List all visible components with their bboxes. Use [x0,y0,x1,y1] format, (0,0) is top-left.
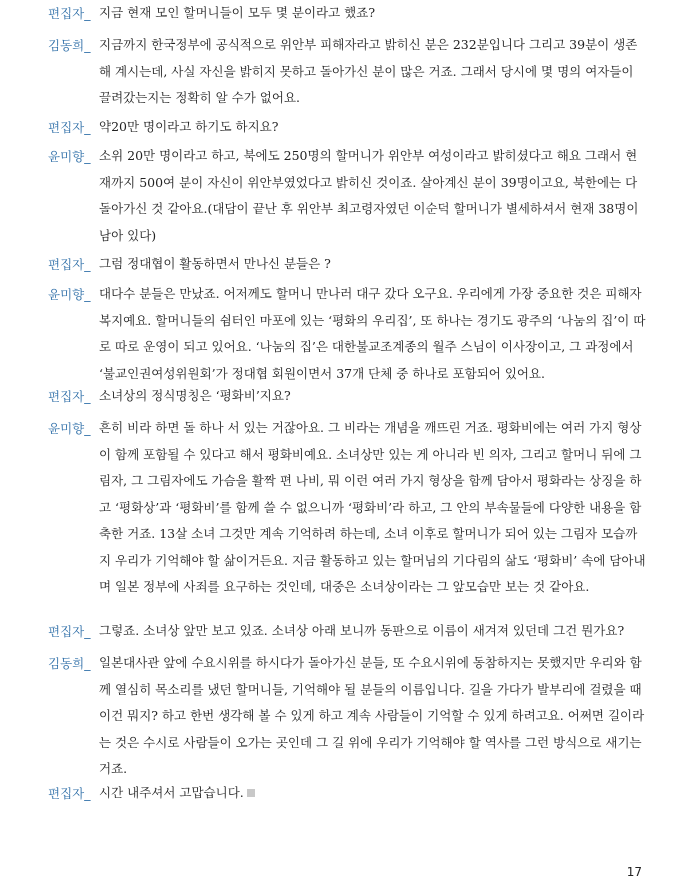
speaker-label: 김동희_ [48,656,91,671]
speaker-label: 윤미향_ [48,287,91,302]
dialogue-text: 그럼 정대협이 활동하면서 만나신 분들은 ? [99,256,331,271]
speaker-label: 편집자_ [48,624,91,639]
speaker-label: 편집자_ [48,120,91,135]
page-number: 17 [626,865,642,879]
dialogue-text: 소녀상의 정식명칭은 ‘평화비’지요? [99,388,291,403]
end-mark-square-icon [247,789,255,797]
dialogue-text: 그렇죠. 소녀상 앞만 보고 있죠. 소녀상 아래 보니까 동판으로 이름이 새겨져 있던데 그건 뭔가요? [99,623,625,638]
dialogue-text: 흔히 비라 하면 돌 하나 서 있는 거잖아요. 그 비라는 개념을 깨뜨린 거죠. 평화비에는 여러 가지 형상이 함께 포함될 수 있다고 해서 평화비예요. 소녀상만 있는 게 아니라 빈 의자, 그리고 할머니 뒤에 그림자, 그 그림자에도 가슴을 활짝 편 나비, 뭐 이런 여러 가지 형상을 함께 담아서 평화라는 상징을 하고 ‘평화상’과 ‘평화비’를 함께 쓸 수 없으니까 ‘평화비’라 하고, 그 안의 부속물들에 다양한 내용을 함축한 거죠. 13살 소녀 그것만 계속 기억하려 하는데, 소녀 이후로 할머니가 되어 있는 그림자 모습까지 우리가 기억해야 할 삶이거든요. 지금 활동하고 있는 할머님의 기다림의 삶도 ‘평화비’ 속에 담아내며 일본 정부에 사죄를 요구하는 것인데, 대중은 소녀상이라는 그 앞모습만 보는 것 같아요. [99,420,646,594]
dialogue-text: 지금까지 한국정부에 공식적으로 위안부 피해자라고 밝히신 분은 232분입니다 그리고 39분이 생존해 계시는데, 사실 자신을 밝히지 못하고 돌아가신 분이 많은 거죠. 그래서 당시에 몇 명의 여자들이 끌려갔는지는 정확히 알 수가 없어요. [99,37,638,105]
dialogue-text: 지금 현재 모인 할머니들이 모두 몇 분이라고 했죠? [99,5,376,20]
speaker-label: 편집자_ [48,786,91,801]
speaker-label: 윤미향_ [48,421,91,436]
dialogue-text: 일본대사관 앞에 수요시위를 하시다가 돌아가신 분들, 또 수요시위에 동참하지는 못했지만 우리와 함께 열심히 목소리를 냈던 할머니들, 기억해야 될 분들의 이름입니다. 길을 가다가 발부리에 걸렸을 때 이건 뭐지? 하고 한번 생각해 볼 수 있게 하고 계속 사람들이 기억할 수 있게 하려고요. 어쩌면 길이라는 것은 수시로 사람들이 오가는 곳인데 그 길 위에 우리가 기억해야 할 역사를 그런 방식으로 새기는 거죠. [99,655,645,776]
speaker-label: 윤미향_ [48,149,91,164]
speaker-label: 편집자_ [48,389,91,404]
dialogue-text: 소위 20만 명이라고 하고, 북에도 250명의 할머니가 위안부 여성이라고 밝히셨다고 해요 그래서 현재까지 500여 분이 자신이 위안부였었다고 밝히신 것이죠. 살아계신 분이 39명이고요, 북한에는 다 돌아가신 것 같아요.(대담이 끝난 후 위안부 최고령자였던 이순덕 할머니가 별세하셔서 현재 38명이 남아 있다) [99,148,639,243]
dialogue-text: 약20만 명이라고 하기도 하지요? [99,119,279,134]
closing-text: 시간 내주셔서 고맙습니다. [99,785,244,800]
speaker-label: 편집자_ [48,257,91,272]
speaker-label: 편집자_ [48,6,91,21]
dialogue-text [99,780,649,807]
dialogue-text: 대다수 분들은 만났죠. 어저께도 할머니 만나러 대구 갔다 오구요. 우리에게 가장 중요한 것은 피해자 복지예요. 할머니들의 쉼터인 마포에 있는 ‘평화의 우리집’, 또 하나는 경기도 광주의 ‘나눔의 집’이 따로 따로 운영이 되고 있어요. ‘나눔의 집’은 대한불교조계종의 월주 스님이 이사장이고, 그 과정에서 ‘불교인권여성위원회’가 정대협 회원이면서 37개 단체 중 하나로 포함되어 있어요. [99,286,646,381]
speaker-label: 김동희_ [48,38,91,53]
